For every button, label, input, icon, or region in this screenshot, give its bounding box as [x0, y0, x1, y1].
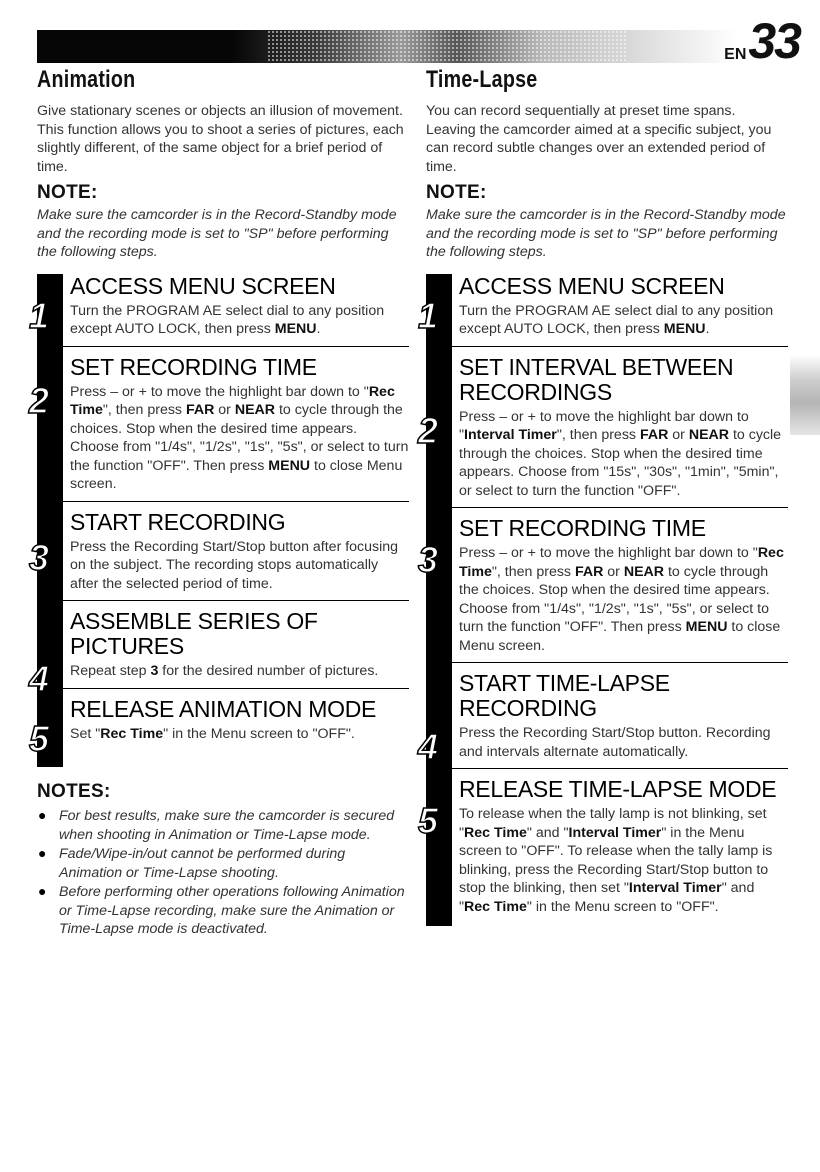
- page-number: [724, 13, 800, 69]
- step: [29, 695, 409, 768]
- step: [418, 353, 788, 509]
- step-number: 1: [29, 294, 50, 336]
- step-list: [418, 272, 788, 927]
- step-number: 1: [418, 294, 439, 336]
- note-text: Make sure the camcorder is in the Record-Standby mode and the recording mode is set to "SP" before performing the following steps.: [426, 207, 786, 260]
- step-text: Turn the PROGRAM AE select dial to any position except AUTO LOCK, then press MENU.: [70, 302, 385, 337]
- section-title: Animation: [37, 66, 136, 93]
- step-number: 2: [29, 379, 50, 421]
- intro-text: You can record sequentially at preset time spans. Leaving the camcorder aimed at a specific subject, you can record subtle changes over an extended period of time.: [426, 103, 772, 175]
- step-text: To release when the tally lamp is not blinking, set "Rec Time" and "Interval Timer" in the Menu screen to "OFF". To release when the tally lamp is blinking, press the Recording Start/Stop button to stop the blinking, then set "Interval Timer" and "Rec Time" in the Menu screen to "OFF".: [459, 806, 773, 915]
- step-text: Turn the PROGRAM AE select dial to any position except AUTO LOCK, then press MENU.: [459, 302, 774, 337]
- step-title: SET RECORDING TIME: [70, 353, 317, 380]
- step-title: ACCESS MENU SCREEN: [459, 272, 725, 299]
- step: [29, 272, 409, 347]
- bullet-icon: ●: [38, 807, 47, 823]
- intro-text: Give stationary scenes or objects an illusion of movement. This function allows you to shoot a series of pictures, each slightly different, of the same object for a brief period of time.: [37, 103, 404, 175]
- page-number-value: 33: [748, 13, 800, 69]
- edge-tab-marker: [790, 355, 820, 435]
- list-item: ● Fade/Wipe-in/out cannot be performed during Animation or Time-Lapse shooting.: [38, 845, 346, 881]
- step: [418, 670, 788, 769]
- step-title: ACCESS MENU SCREEN: [70, 272, 336, 299]
- note-heading: NOTE:: [426, 182, 487, 203]
- step: [418, 776, 788, 926]
- notes-heading: NOTES:: [37, 781, 111, 802]
- section-title: Time-Lapse: [426, 66, 538, 93]
- step-text: Press – or + to move the highlight bar down to "Rec Time", then press FAR or NEAR to cycle through the choices. Stop when the desired time appears. Choose from "1/4s", "1/2s", "1s", "5s", or select to turn the function "OFF". Then press MENU to close Menu screen.: [70, 383, 409, 492]
- step-title: SET RECORDING TIME: [459, 515, 706, 541]
- note-text: Make sure the camcorder is in the Record-Standby mode and the recording mode is set to "SP" before performing the following steps.: [37, 207, 397, 260]
- step-number: 3: [29, 536, 50, 578]
- step-text: Press the Recording Start/Stop button after focusing on the subject. The recording stops automatically after the selected period of time.: [70, 538, 399, 592]
- step-text: Press the Recording Start/Stop button. Recording and intervals alternate automatically.: [459, 725, 771, 760]
- language-code: EN: [724, 46, 747, 63]
- bullet-icon: ●: [38, 883, 47, 899]
- list-item: ● Before performing other operations following Animation or Time-Lapse recording, make sure the Animation or Time-Lapse mode is deactivated.: [38, 883, 405, 937]
- list-item: ● For best results, make sure the camcorder is secured when shooting in Animation or Time-Lapse mode.: [38, 807, 395, 843]
- step-title: RELEASE ANIMATION MODE: [70, 695, 377, 722]
- step: [29, 353, 409, 502]
- header-bar: [37, 30, 737, 63]
- step-title: ASSEMBLE SERIES OF PICTURES: [70, 608, 318, 659]
- step: [418, 515, 788, 663]
- step-title: SET INTERVAL BETWEEN RECORDINGS: [459, 353, 734, 405]
- step-text: Repeat step 3 for the desired number of pictures.: [70, 663, 379, 679]
- step-number: 5: [29, 717, 50, 759]
- step-number: 4: [29, 658, 50, 699]
- header-halftone: [267, 30, 627, 63]
- step-title: RELEASE TIME-LAPSE MODE: [459, 776, 777, 802]
- step-number: 4: [418, 726, 439, 767]
- step-list: [29, 272, 409, 768]
- step-text: Press – or + to move the highlight bar down to "Interval Timer", then press FAR or NEAR to cycle through the choices. Stop when the desired time appears. Choose from "15s", "30s", "1min", "5min", or select to turn the function "OFF".: [459, 408, 782, 499]
- step-number: 5: [418, 800, 439, 841]
- step-text: Set "Rec Time" in the Menu screen to "OFF".: [70, 725, 355, 742]
- notes-list: [37, 807, 409, 939]
- step-number: 3: [418, 539, 439, 580]
- step: [418, 272, 788, 347]
- step-number: 2: [418, 409, 439, 451]
- step: [29, 508, 409, 602]
- step-text: Press – or + to move the highlight bar down to "Rec Time", then press FAR or NEAR to cycle through the choices. Stop when the desired time appears. Choose from "1/4s", "1/2s", "1s", "5s", or select to turn the function "OFF". Then press MENU to close Menu screen.: [459, 545, 784, 654]
- step: [29, 608, 409, 699]
- animation-section: [29, 66, 409, 940]
- step-title: START RECORDING: [70, 508, 286, 535]
- time-lapse-section: [418, 66, 788, 926]
- bullet-icon: ●: [38, 845, 47, 861]
- step-title: START TIME-LAPSE RECORDING: [459, 670, 670, 721]
- note-heading: NOTE:: [37, 182, 98, 203]
